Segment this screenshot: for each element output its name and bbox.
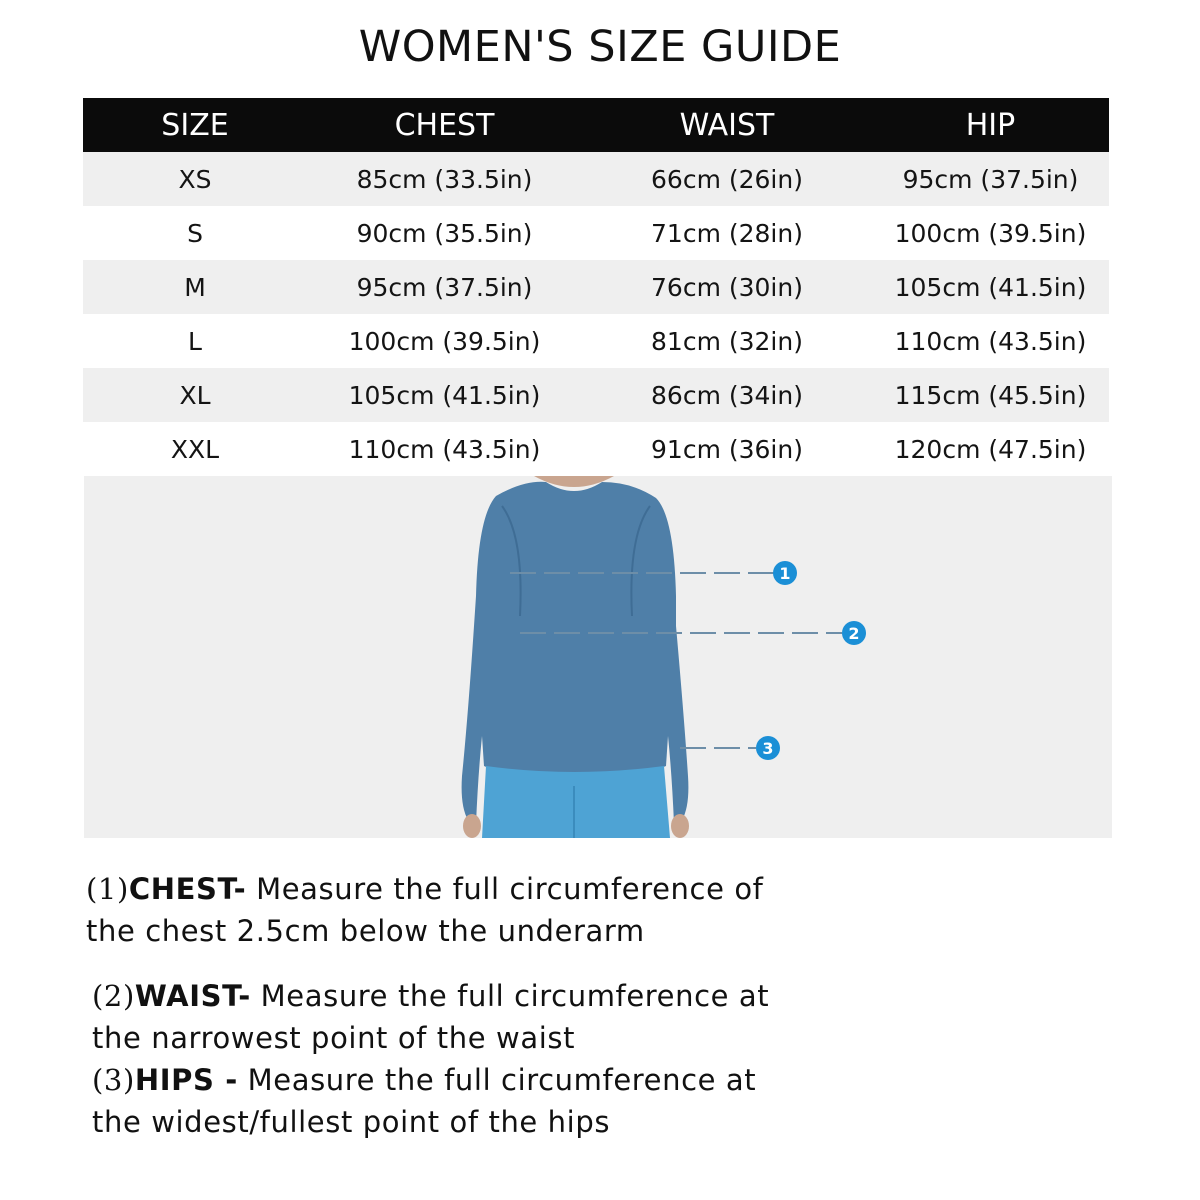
cell-hip: 110cm (43.5in) (894, 326, 1087, 356)
hand-left (463, 814, 481, 838)
note-chest-line2: the chest 2.5cm below the underarm (86, 914, 645, 948)
table-row (83, 368, 1109, 422)
marker-chest-label: 1 (779, 564, 791, 583)
cell-size: L (188, 326, 202, 356)
cell-waist: 76cm (30in) (651, 272, 803, 302)
table-row (83, 152, 1109, 206)
table-header-row (83, 98, 1109, 152)
table-row (83, 260, 1109, 314)
note-waist-line2: the narrowest point of the waist (92, 1021, 576, 1055)
cell-size: XL (179, 380, 211, 410)
note-waist (92, 975, 769, 1059)
note-chest-line1 (86, 868, 764, 910)
note-number: (3) (92, 1063, 135, 1097)
leggings-shape (482, 766, 670, 838)
header-waist: WAIST (679, 107, 775, 143)
hand-right (671, 814, 689, 838)
table-row (83, 422, 1109, 476)
cell-size: XXL (170, 434, 220, 464)
note-chest (86, 868, 764, 952)
measurement-figure (84, 476, 1112, 838)
note-keyword: CHEST- (128, 872, 247, 906)
cell-hip: 120cm (47.5in) (894, 434, 1087, 464)
table-row (83, 206, 1109, 260)
cell-waist: 66cm (26in) (651, 164, 803, 194)
cell-size: S (187, 218, 203, 248)
cell-chest: 110cm (43.5in) (348, 434, 541, 464)
model-illustration (84, 476, 1112, 838)
cell-chest: 95cm (37.5in) (356, 272, 533, 302)
note-text: Measure the full circumference at (250, 979, 770, 1013)
marker-waist-label: 2 (848, 624, 860, 643)
marker-hip (756, 736, 780, 760)
cell-hip: 95cm (37.5in) (902, 164, 1079, 194)
size-table (83, 98, 1109, 476)
cell-waist: 91cm (36in) (651, 434, 803, 464)
page-title: WOMEN'S SIZE GUIDE (358, 22, 842, 72)
note-text: Measure the full circumference at (237, 1063, 757, 1097)
cell-chest: 105cm (41.5in) (348, 380, 541, 410)
cell-size: M (184, 272, 206, 302)
cell-waist: 86cm (34in) (651, 380, 803, 410)
note-number: (1) (86, 872, 129, 906)
model-body (462, 476, 689, 838)
cell-waist: 81cm (32in) (651, 326, 803, 356)
marker-chest (773, 561, 797, 585)
note-keyword: WAIST- (134, 979, 251, 1013)
note-hips-line1 (92, 1059, 756, 1101)
note-number: (2) (92, 979, 135, 1013)
marker-hip-label: 3 (762, 739, 774, 758)
table-row (83, 314, 1109, 368)
cell-chest: 90cm (35.5in) (356, 218, 533, 248)
note-text: Measure the full circumference of (246, 872, 764, 906)
cell-size: XS (178, 164, 212, 194)
note-keyword: HIPS - (134, 1063, 238, 1097)
cell-hip: 105cm (41.5in) (894, 272, 1087, 302)
header-hip: HIP (965, 107, 1016, 143)
cell-chest: 100cm (39.5in) (348, 326, 541, 356)
note-hips-line2: the widest/fullest point of the hips (92, 1105, 611, 1139)
note-hips (92, 1059, 756, 1143)
cell-hip: 100cm (39.5in) (894, 218, 1087, 248)
cell-chest: 85cm (33.5in) (356, 164, 533, 194)
note-waist-line1 (92, 975, 769, 1017)
cell-waist: 71cm (28in) (651, 218, 803, 248)
header-chest: CHEST (394, 107, 495, 143)
cell-hip: 115cm (45.5in) (894, 380, 1087, 410)
header-size: SIZE (161, 107, 229, 143)
marker-waist (842, 621, 866, 645)
